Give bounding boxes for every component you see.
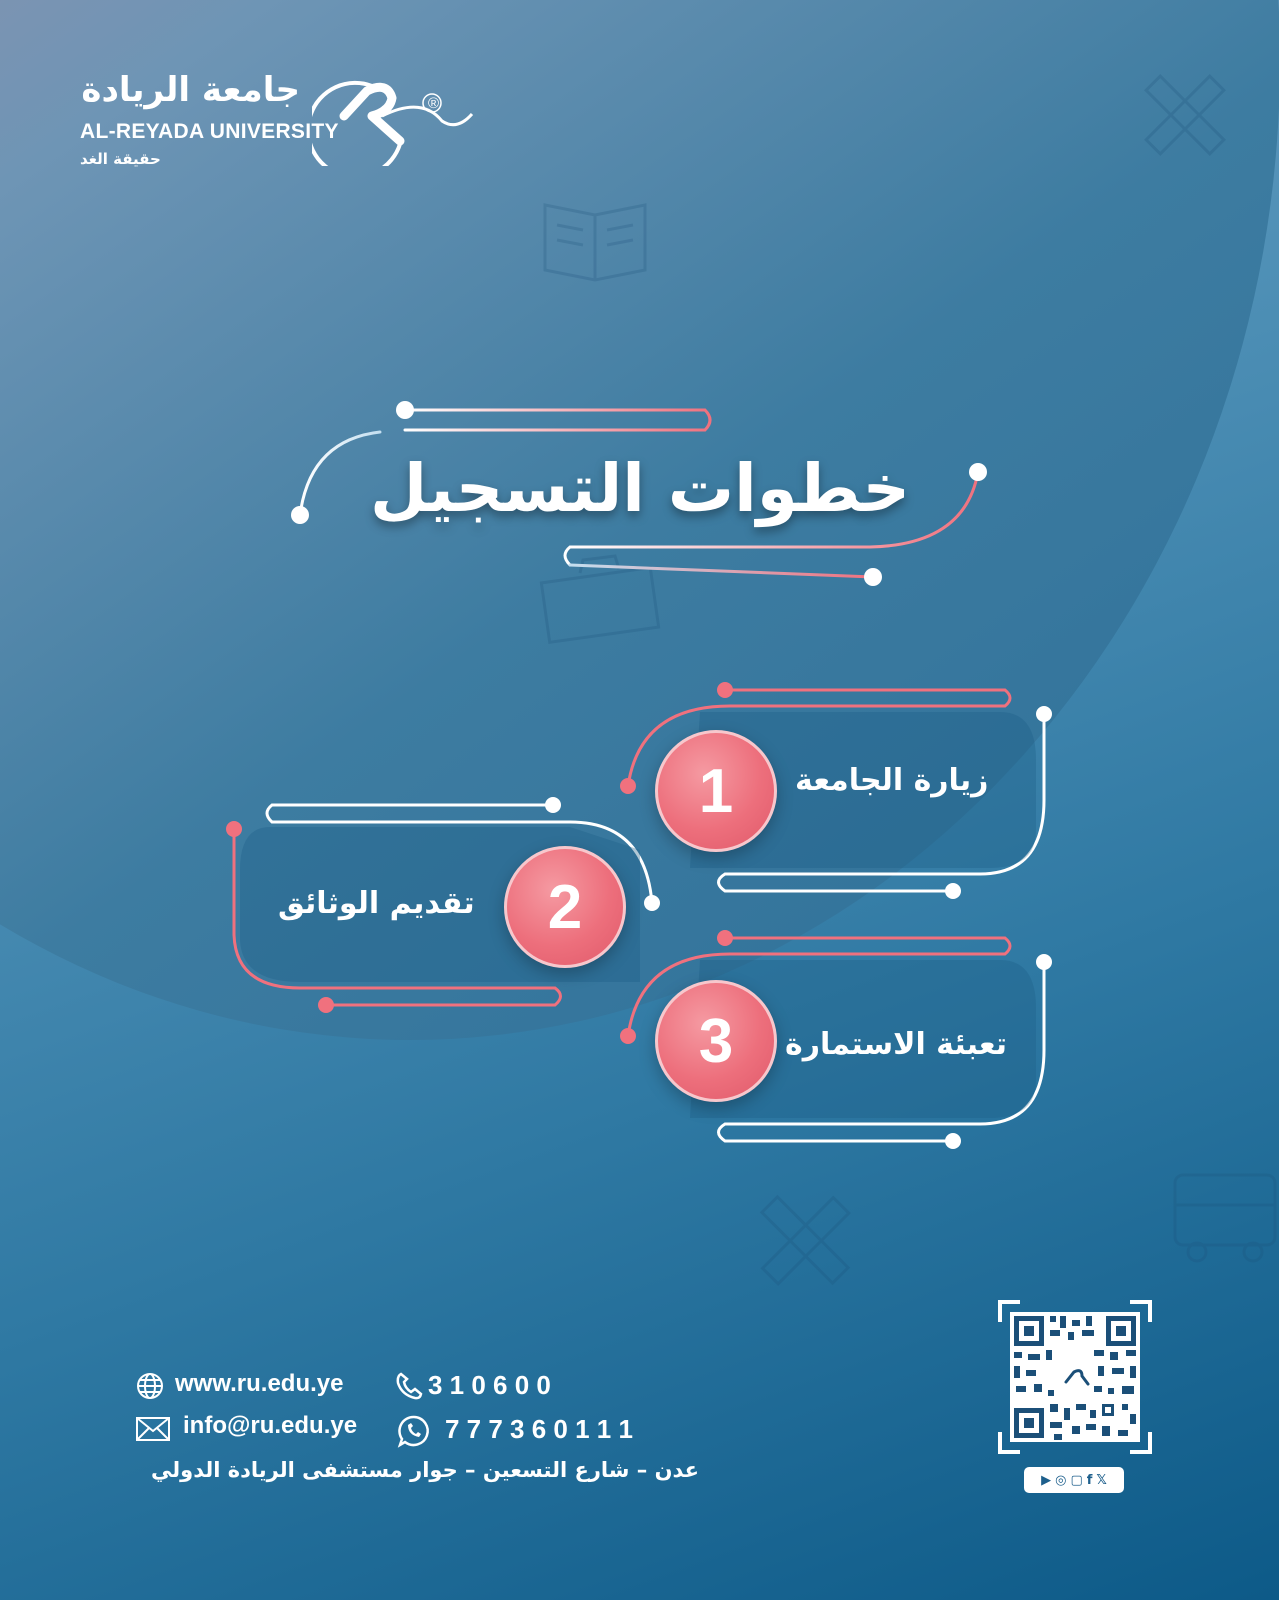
step-3-label: تعبئة الاستمارة (785, 1027, 1008, 1062)
step-2-number: 2 (547, 872, 583, 942)
step-2-circle (504, 846, 626, 968)
whatsapp-icon[interactable]: ◎ (1055, 1472, 1067, 1488)
step-1-circle (655, 730, 777, 852)
social-icons (1024, 1467, 1124, 1493)
phone-number: 3 1 0 6 0 0 (428, 1370, 551, 1400)
email-icon (135, 1416, 171, 1442)
facebook-icon[interactable]: f (1086, 1472, 1093, 1488)
phone-icon (395, 1371, 423, 1401)
step-3-circle (655, 980, 777, 1102)
qr-code[interactable] (998, 1300, 1152, 1454)
instagram-icon[interactable]: ▢ (1070, 1472, 1083, 1488)
logo-name-arabic: جامعة الريادة (81, 70, 300, 110)
step-1-label: زيارة الجامعة (795, 763, 989, 798)
logo-name-english: AL-REYADA UNIVERSITY (80, 120, 339, 143)
whatsapp-number: 7 7 7 3 6 0 1 1 1 (445, 1414, 633, 1444)
address: عدن – شارع التسعين – جوار مستشفى الريادة الدولي (151, 1458, 699, 1482)
step-1-number: 1 (698, 756, 734, 826)
registered-mark: ® (428, 95, 440, 112)
step-2-label: تقديم الوثائق (278, 886, 475, 921)
whatsapp-icon (397, 1414, 431, 1448)
qr-logo-icon (1059, 1361, 1091, 1393)
website-link[interactable]: www.ru.edu.ye (175, 1370, 344, 1397)
page-title: خطوات التسجيل (369, 450, 911, 527)
youtube-icon[interactable]: ▶ (1041, 1472, 1052, 1488)
email-link[interactable]: info@ru.edu.ye (183, 1412, 358, 1439)
logo-tagline: حقيقة الغد (80, 150, 161, 168)
globe-icon (135, 1371, 165, 1401)
x-icon[interactable]: 𝕏 (1096, 1472, 1107, 1488)
step-3-number: 3 (698, 1006, 734, 1076)
